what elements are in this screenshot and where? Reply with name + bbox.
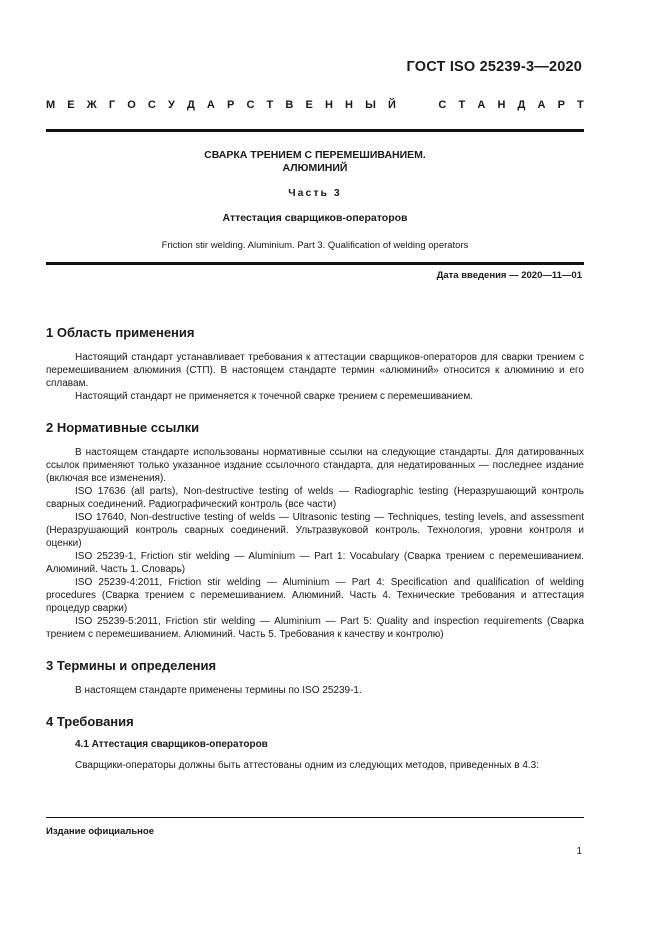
interstate-letter: Н — [497, 99, 506, 111]
interstate-letter: У — [167, 99, 175, 111]
interstate-letter: Ж — [86, 99, 97, 111]
header-rule — [46, 129, 584, 132]
paragraph: В настоящем стандарте использованы нормативные ссылки на следующие стандарты. Для датированных ссылок применяют только указанное издание ссылочного стандарта, для недатированных — последнее издание (включая все изменения). — [46, 447, 584, 484]
interstate-letter: Й — [388, 99, 396, 111]
interstate-letter: Т — [577, 99, 584, 111]
edition-label: Издание официальное — [46, 826, 154, 837]
paragraph: В настоящем стандарте применены термины по ISO 25239-1. — [75, 685, 362, 696]
interstate-letter: А — [537, 99, 546, 111]
reference-item: ISO 25239-1, Friction stir welding — Aluminium — Part 1: Vocabulary (Сварка трением с перемешиванием. Алюминий. Часть 1. Словарь) — [46, 551, 584, 575]
page-number: 1 — [576, 846, 582, 857]
interstate-letter: Р — [557, 99, 565, 111]
document-code: ГОСТ ISO 25239-3—2020 — [406, 59, 582, 75]
section-heading: 2 Нормативные ссылки — [46, 420, 200, 435]
footer-rule — [46, 817, 584, 818]
interstate-standard-label — [46, 99, 584, 111]
title-line-2: АЛЮМИНИЙ — [282, 162, 348, 174]
interstate-letter: Г — [108, 99, 116, 111]
document-title — [46, 149, 584, 175]
interstate-letter: Р — [227, 99, 235, 111]
paragraph: Настоящий стандарт не применяется к точечной сварке трением с перемешиванием. — [75, 391, 473, 402]
reference-item: ISO 17640, Non-destructive testing of welds — Ultrasonic testing — Techniques, testing levels, and assessment (Неразрушающий контроль сварных соединений. Ультразвуковой контроль. Технология, уровни контроля и оценки) — [46, 512, 584, 549]
introduction-date: Дата введения — 2020—11—01 — [436, 270, 582, 281]
interstate-letter: Е — [305, 99, 313, 111]
section-heading: 4 Требования — [46, 714, 134, 729]
document-subtitle: Аттестация сварщиков-операторов — [222, 212, 408, 224]
interstate-letter: Н — [345, 99, 353, 111]
interstate-letter: С — [246, 99, 255, 111]
interstate-letter: Т — [458, 99, 466, 111]
paragraph: Настоящий стандарт устанавливает требования к аттестации сварщиков-операторов для сварки трением с перемешиванием алюминия (СТП). В настоящем стандарте термин «алюминий» относится к алюминию и его сплавам. — [46, 352, 584, 389]
interstate-letter: Ы — [365, 99, 376, 111]
interstate-letter: С — [438, 99, 447, 111]
interstate-letter: Д — [517, 99, 526, 111]
interstate-letter: В — [285, 99, 294, 111]
interstate-letter: Д — [186, 99, 195, 111]
interstate-letter: М — [46, 99, 56, 111]
reference-item: ISO 17636 (all parts), Non-destructive testing of welds — Radiographic testing (Неразрушающий контроль сварных соединений. Радиографический контроль (все части) — [46, 486, 584, 510]
interstate-letter: Н — [324, 99, 333, 111]
reference-item: ISO 25239-4:2011, Friction stir welding — Aluminium — Part 4: Specification and qualification of welding procedures (Сварка трением с перемешиванием. Алюминий. Часть 4. Технические требования и аттестация процедур сварки) — [46, 577, 584, 614]
title-rule — [46, 262, 584, 265]
interstate-letter — [423, 99, 426, 111]
reference-item: ISO 25239-5:2011, Friction stir welding — Aluminium — Part 5: Quality and inspection requirements (Сварка трением с перемешиванием. Алюминий. Часть 5. Требования к качеству и контролю) — [46, 616, 584, 640]
title-line-1: СВАРКА ТРЕНИЕМ С ПЕРЕМЕШИВАНИЕМ. — [204, 149, 426, 161]
subsection-heading: 4.1 Аттестация сварщиков-операторов — [75, 739, 268, 750]
part-label: Часть 3 — [288, 187, 342, 199]
interstate-letter — [408, 99, 411, 111]
interstate-letter: О — [127, 99, 136, 111]
section-heading: 3 Термины и определения — [46, 658, 217, 673]
english-title: Friction stir welding. Aluminium. Part 3. Qualification of welding operators — [161, 240, 469, 251]
paragraph: Сварщики-операторы должны быть аттестованы одним из следующих методов, приведенных в 4.3: — [75, 760, 540, 771]
interstate-letter: Е — [67, 99, 75, 111]
interstate-letter: А — [206, 99, 215, 111]
interstate-letter: С — [147, 99, 156, 111]
document-body — [46, 325, 584, 772]
interstate-letter: Т — [266, 99, 274, 111]
section-heading: 1 Область применения — [46, 325, 195, 340]
interstate-letter: А — [477, 99, 486, 111]
